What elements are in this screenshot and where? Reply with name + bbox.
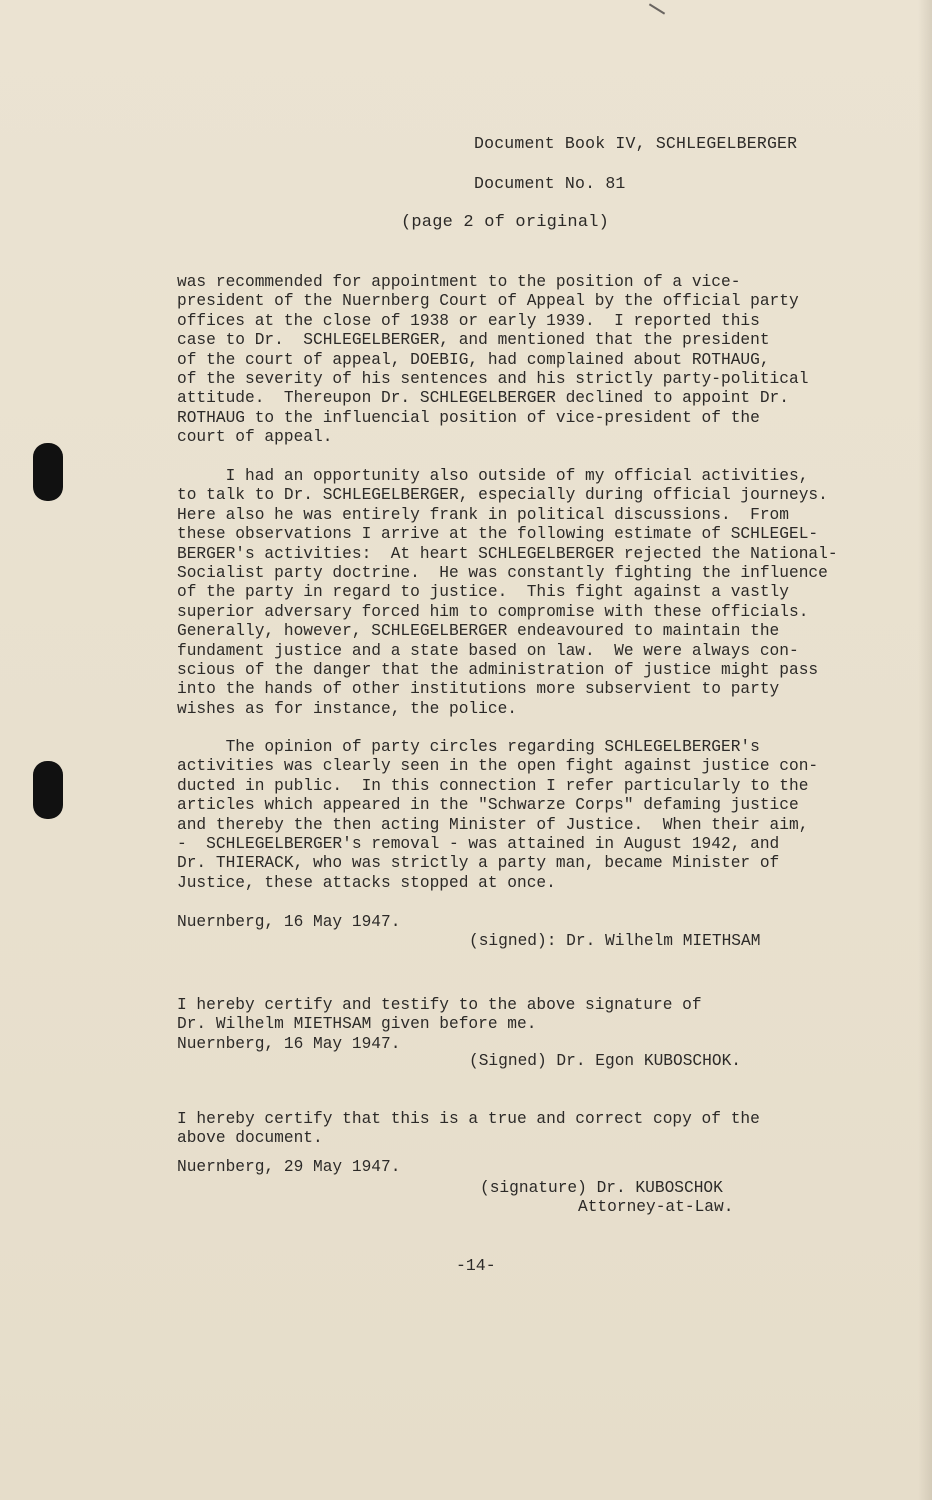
page-number: -14- [456,1256,496,1275]
punch-hole-bottom [33,761,63,819]
punch-hole-top [33,443,63,501]
page-of-original-note: (page 2 of original) [401,213,610,232]
certifier-signature: (Signed) Dr. Egon KUBOSCHOK. [469,1052,741,1070]
document-book-header: Document Book IV, SCHLEGELBERGER [474,134,798,153]
signature-certification: I hereby certify and testify to the above signature of Dr. Wilhelm MIETHSAM given before me. Nuernberg, 16 May 1947. [177,996,702,1053]
copy-certification: I hereby certify that this is a true and correct copy of the above document. [177,1110,760,1148]
paragraph-appointment: was recommended for appointment to the position of a vice- president of the Nuernberg Court of Appeal by the official party offices at the close of 1938 or early 1939. I reported this case to Dr. SCHLEGELBERGER, and mentioned that the president of the court of appeal, DOEBIG, had complained about ROTHAUG, of the severity of his sentences and his strictly party-political attitude. Thereupon Dr. SCHLEGELBERGER declined to appoint Dr. ROTHAUG to the influencial position of vice-president of the court of appeal. [177,273,809,447]
document-number: Document No. 81 [474,174,626,193]
page-edge-shadow [918,0,932,1500]
attorney-title: Attorney-at-Law. [578,1198,734,1216]
stray-pen-mark [649,3,665,14]
paragraph-party-opinion: The opinion of party circles regarding SCHLEGELBERGER's activities was clearly seen in the open fight against justice con- ducted in public. In this connection I refer particularly to the articles which appeared in the "Schwarze Corps" defaming justice and thereby the then acting Minister of Justice. When their aim, - SCHLEGELBERGER's removal - was attained in August 1942, and Dr. THIERACK, who was strictly a party man, became Minister of Justice, these attacks stopped at once. [177,738,819,892]
affiant-signature: (signed): Dr. Wilhelm MIETHSAM [469,932,761,950]
paragraph-activities: I had an opportunity also outside of my official activities, to talk to Dr. SCHLEGELBERGER, especially during official journeys. Here also he was entirely frank in political discussions. From these observations I arrive at the following estimate of SCHLEGEL- BERGER's activities: At heart SCHLEGELBERGER rejected the National- Socialist party doctrine. He was constantly fighting the influence of the party in regard to justice. This fight against a vastly superior adversary forced him to compromise with these officials. Generally, however, SCHLEGELBERGER endeavoured to maintain the fundament justice and a state based on law. We were always con- scious of the danger that the administration of justice might pass into the hands of other institutions more subservient to party wishes as for instance, the police. [177,467,838,718]
affidavit-date: Nuernberg, 16 May 1947. [177,913,401,931]
copy-certification-date: Nuernberg, 29 May 1947. [177,1158,401,1176]
attorney-signature: (signature) Dr. KUBOSCHOK [480,1179,723,1197]
